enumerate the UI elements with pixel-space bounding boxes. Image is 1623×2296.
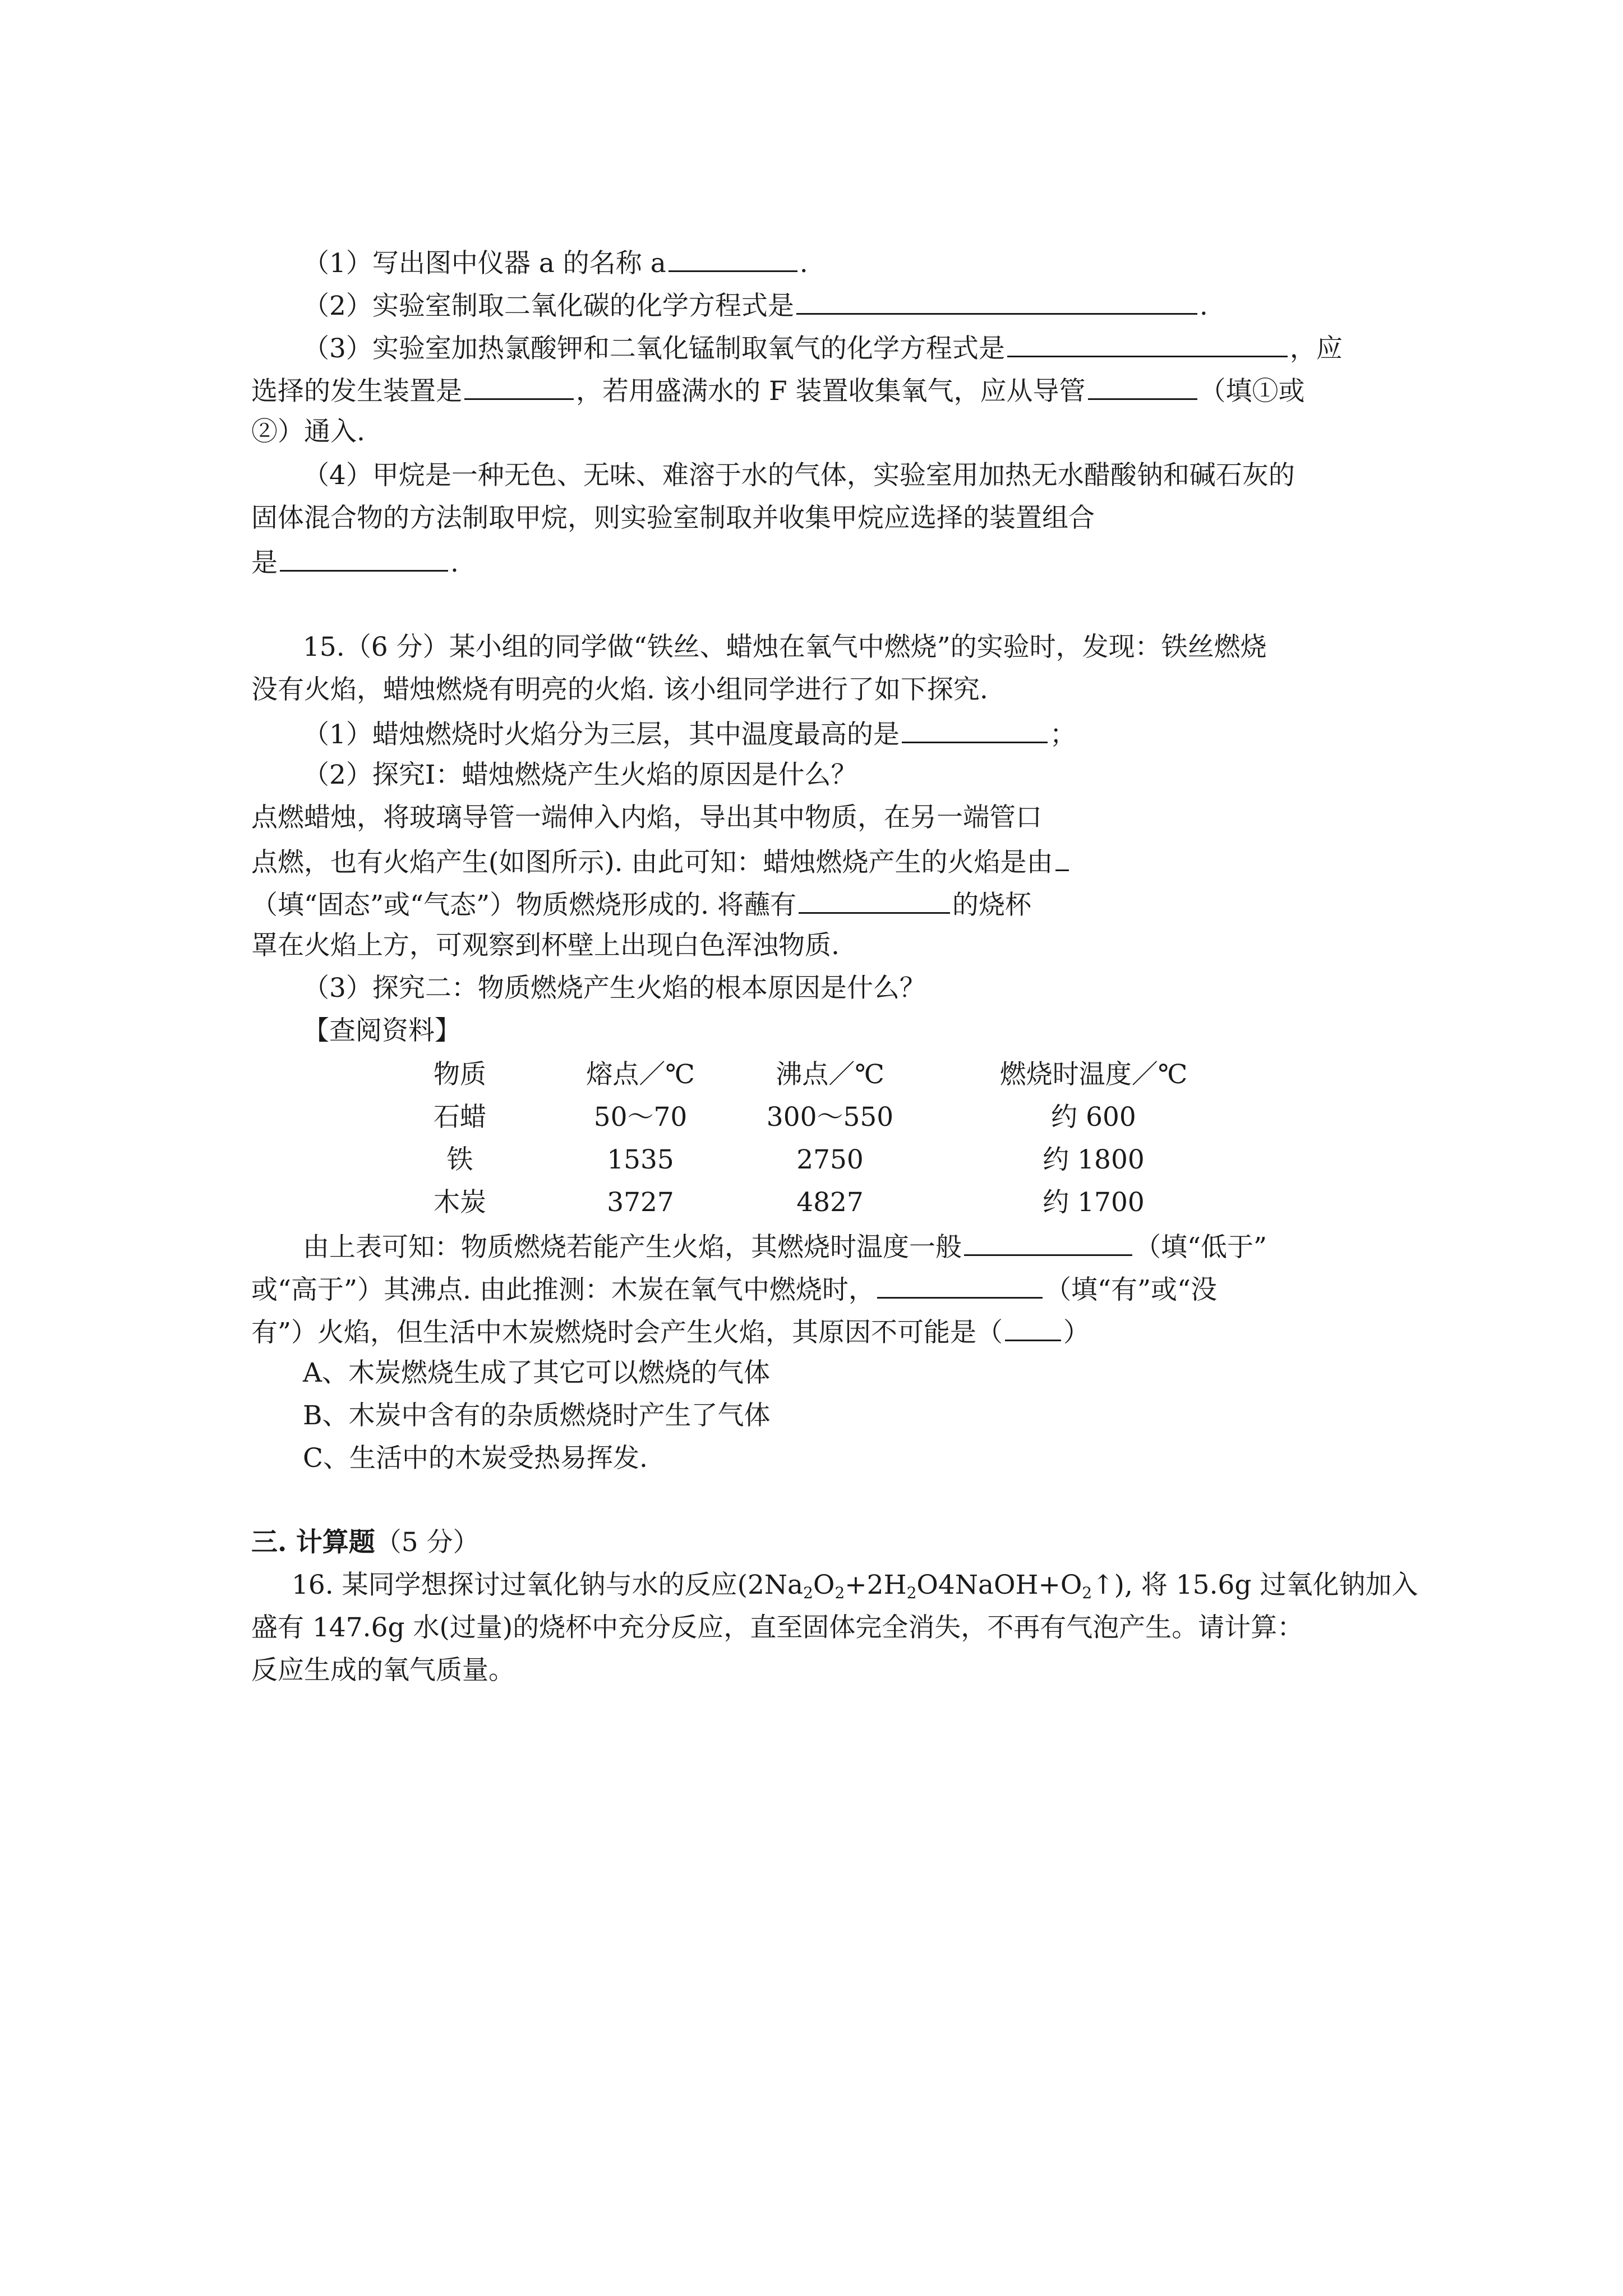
table-header-cell: 燃烧时温度／℃ [999, 1059, 1188, 1090]
table-cell: 铁 [446, 1144, 473, 1175]
answer-blank[interactable] [877, 1271, 1043, 1299]
q15-conclusion-line1: 由上表可知：物质燃烧若能产生火焰，其燃烧时温度一般 （填“低于” [303, 1228, 1267, 1264]
q14-part3-line3: ②）通入. [251, 416, 365, 447]
q15-conclusion-line3: 有”）火焰，但生活中木炭燃烧时会产生火焰，其原因不可能是（ ） [251, 1314, 1090, 1350]
section-title: 三. 计算题 [251, 1527, 375, 1558]
table-cell: 3727 [607, 1187, 674, 1218]
answer-blank[interactable] [1005, 1314, 1061, 1341]
q14-part1: （1）写出图中仪器 a 的名称 a . [303, 245, 808, 280]
answer-blank[interactable] [280, 544, 448, 572]
section-score: （5 分） [375, 1527, 479, 1558]
option-a: A、木炭燃烧生成了其它可以燃烧的气体 [303, 1358, 770, 1388]
q15-part1: （1）蜡烛燃烧时火焰分为三层，其中温度最高的是 ； [303, 716, 1076, 752]
table-cell: 4827 [796, 1187, 864, 1218]
answer-blank[interactable] [964, 1228, 1132, 1256]
q16-line3: 反应生成的氧气质量。 [251, 1655, 515, 1686]
q14-part3-line1: （3）实验室加热氯酸钾和二氧化锰制取氧气的化学方程式是 ，应 [303, 330, 1343, 366]
q15-intro-line2: 没有火焰，蜡烛燃烧有明亮的火焰. 该小组同学进行了如下探究. [251, 674, 988, 705]
q14-part4-line2: 固体混合物的方法制取甲烷，则实验室制取并收集甲烷应选择的装置组合 [251, 503, 1095, 533]
table-header-cell: 熔点／℃ [586, 1059, 695, 1090]
answer-blank[interactable] [668, 245, 797, 272]
q15-part3-line1: （3）探究二：物质燃烧产生火焰的根本原因是什么？ [303, 973, 926, 1004]
table-cell: 2750 [796, 1144, 864, 1175]
table-cell: 约 1800 [1043, 1144, 1145, 1175]
table-cell: 1535 [607, 1144, 674, 1175]
q14-part3-line2: 选择的发生装置是 ，若用盛满水的 F 装置收集氧气，应从导管 （填①或 [251, 372, 1305, 408]
q16-line1: 16. 某同学想探讨过氧化钠与水的反应$(2Na_2O_2+2H_2O4NaOH+O_2↑)$, 将 15.6g 过氧化钠加入 [292, 1570, 1418, 1602]
answer-blank[interactable] [902, 716, 1048, 743]
table-cell: 50～70 [593, 1102, 688, 1133]
answer-blank[interactable] [1055, 844, 1069, 871]
q15-part2-line1: （2）探究Ⅰ：蜡烛燃烧产生火焰的原因是什么？ [303, 760, 857, 790]
q15-intro-line1: 15.（6 分）某小组的同学做“铁丝、蜡烛在氧气中燃烧”的实验时，发现：铁丝燃烧 [303, 632, 1267, 662]
table-cell: 300～550 [766, 1102, 894, 1133]
answer-blank[interactable] [464, 372, 574, 400]
option-b: B、木炭中含有的杂质燃烧时产生了气体 [303, 1400, 771, 1431]
answer-blank[interactable] [1088, 372, 1197, 400]
q15-part2-line5: 罩在火焰上方，可观察到杯壁上出现白色浑浊物质. [251, 930, 840, 961]
q14-part4-line1: （4）甲烷是一种无色、无味、难溶于水的气体，实验室用加热无水醋酸钠和碱石灰的 [303, 460, 1295, 491]
table-cell: 约 600 [1051, 1102, 1136, 1133]
q14-part4-line3: 是 . [251, 544, 459, 580]
table-header-cell: 沸点／℃ [776, 1059, 884, 1090]
q15-part2-line4: （填“固态”或“气态”）物质燃烧形成的. 将蘸有 的烧杯 [251, 886, 1031, 922]
table-cell: 石蜡 [434, 1102, 486, 1133]
q14-part2: （2）实验室制取二氧化碳的化学方程式是 . [303, 287, 1208, 323]
table-cell: 约 1700 [1043, 1187, 1145, 1218]
table-header-cell: 物质 [434, 1059, 486, 1090]
q15-part2-line3: 点燃，也有火焰产生(如图所示). 由此可知：蜡烛燃烧产生的火焰是由 [251, 844, 1071, 880]
table-cell: 木炭 [434, 1187, 486, 1218]
q15-part3-line2: 【查阅资料】 [303, 1015, 461, 1046]
option-c: C、生活中的木炭受热易挥发. [303, 1443, 648, 1474]
q15-conclusion-line2: 或“高于”）其沸点. 由此推测：木炭在氧气中燃烧时， （填“有”或“没 [251, 1271, 1217, 1307]
answer-blank[interactable] [1007, 330, 1288, 357]
answer-blank[interactable] [799, 886, 950, 914]
section-heading [251, 1526, 479, 1559]
answer-blank[interactable] [796, 287, 1197, 315]
q16-line2: 盛有 147.6g 水(过量)的烧杯中充分反应，直至固体完全消失，不再有气泡产生。请计算： [251, 1612, 1304, 1643]
q15-part2-line2: 点燃蜡烛，将玻璃导管一端伸入内焰，导出其中物质，在另一端管口 [251, 802, 1042, 833]
